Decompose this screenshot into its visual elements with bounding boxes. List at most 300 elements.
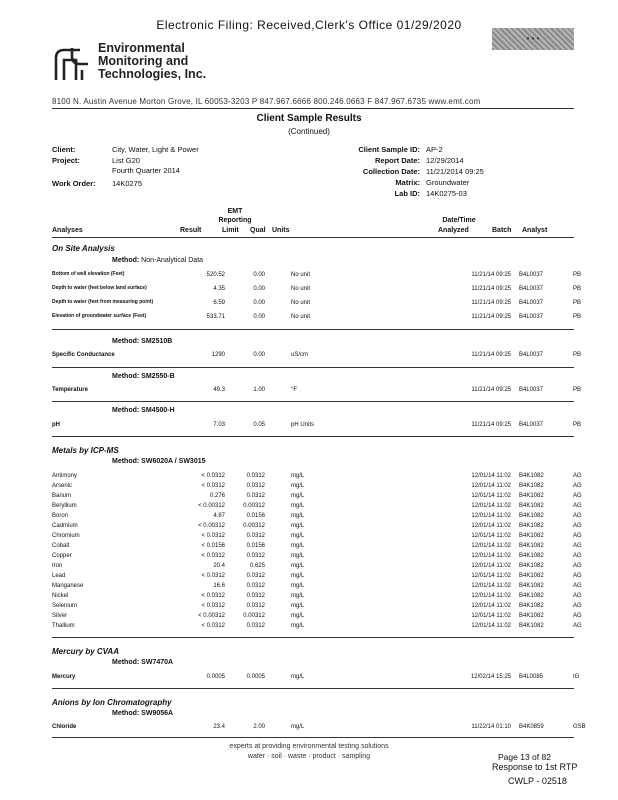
cell-result: 1290 <box>211 352 225 358</box>
cell-units: mg/L <box>291 563 305 569</box>
cell-qual <box>265 310 283 324</box>
cell-batch: B4L0037 <box>519 422 544 428</box>
collection-date-label: Collection Date: <box>362 167 420 176</box>
result-row <box>52 491 597 501</box>
result-row <box>52 501 597 511</box>
method-label: Method: <box>112 659 140 666</box>
cell-batch: B4K1082 <box>519 513 544 519</box>
cell-date: 12/02/14 15:25 <box>470 674 511 680</box>
cell-date: 12/01/14 11:02 <box>471 553 511 559</box>
cell-result: 20.4 <box>213 563 225 569</box>
cell-result: < 0.00312 <box>198 523 225 529</box>
cell-units: mg/L <box>291 583 305 589</box>
result-row <box>52 672 597 682</box>
cell-units: mg/L <box>291 623 305 629</box>
cell-result: 520.52 <box>206 272 225 278</box>
cell-result: 6.59 <box>213 300 225 306</box>
method-mercury <box>112 659 173 666</box>
result-row <box>52 268 597 282</box>
cell-result: < 0.0312 <box>201 623 225 629</box>
cell-analyst: PB <box>573 272 582 278</box>
company-name <box>98 42 206 81</box>
method-onsite <box>112 257 203 264</box>
cell-analyst: AG <box>573 493 582 499</box>
cell-result: < 0.0312 <box>201 573 225 579</box>
cell-limit: 2.00 <box>253 724 265 730</box>
cell-date: 12/01/14 11:02 <box>471 493 511 499</box>
cell-analyst: IG <box>573 674 580 680</box>
section-title-onsite: On Site Analysis <box>52 244 115 253</box>
cell-result: < 0.0312 <box>201 483 225 489</box>
result-row <box>52 601 597 611</box>
cell-analyte: Depth to water (feet below land surface) <box>52 285 147 292</box>
sample-id-label: Client Sample ID: <box>358 145 420 154</box>
cell-limit: 0.625 <box>249 563 265 569</box>
cell-units: mg/L <box>291 473 305 479</box>
cell-limit: 0.0312 <box>246 533 265 539</box>
cell-analyte: Boron <box>52 513 69 519</box>
cell-analyst: AG <box>573 533 582 539</box>
method-label: Method: <box>112 373 140 380</box>
result-row <box>52 561 597 571</box>
cell-analyte: Antimony <box>52 473 78 479</box>
cell-result: 533.71 <box>206 314 225 320</box>
cell-batch: B4K1082 <box>519 603 544 609</box>
cell-date: 11/21/14 09:25 <box>471 314 511 320</box>
cell-batch: B4L0037 <box>519 272 544 278</box>
cell-units: pH Units <box>291 422 315 428</box>
cell-analyte: Mercury <box>52 674 76 680</box>
cell-qual <box>265 571 283 581</box>
method-label: Method: <box>112 710 140 717</box>
cell-result: < 0.0312 <box>201 533 225 539</box>
cell-units: °F <box>291 387 298 393</box>
cell-analyst: AG <box>573 563 582 569</box>
divider-sm4500 <box>52 436 574 437</box>
cell-date: 12/01/14 11:02 <box>471 513 511 519</box>
divider-sm2550 <box>52 401 574 402</box>
method-label: Method: <box>112 407 140 414</box>
result-row <box>52 282 597 296</box>
cell-limit: 0.0312 <box>246 553 265 559</box>
cell-analyst: AG <box>573 593 582 599</box>
col-reporting: Reporting <box>218 217 252 224</box>
lab-id-label: Lab ID: <box>394 189 420 198</box>
cell-limit: 0.00312 <box>243 503 265 509</box>
result-row <box>52 310 597 324</box>
cell-limit: 0.00 <box>253 272 265 278</box>
cell-units: mg/L <box>291 503 305 509</box>
result-row <box>52 521 597 531</box>
cell-analyte: Barium <box>52 493 72 499</box>
cell-limit: 0.00312 <box>243 613 265 619</box>
cell-limit: 0.0312 <box>246 593 265 599</box>
cell-analyte: Manganese <box>52 583 84 589</box>
company-line-3: Technologies, Inc. <box>98 67 207 81</box>
cell-date: 12/01/14 11:02 <box>471 543 511 549</box>
cell-qual <box>265 282 283 296</box>
cell-units: No unit <box>291 286 311 292</box>
cell-units: No unit <box>291 314 311 320</box>
method-value: SM2510B <box>141 338 173 345</box>
cell-analyte: Specific Conductance <box>52 352 115 358</box>
cell-batch: B4K1082 <box>519 523 544 529</box>
cell-limit: 0.00 <box>253 300 265 306</box>
result-row <box>52 581 597 591</box>
cell-batch: B4K1082 <box>519 533 544 539</box>
cell-analyte: Lead <box>52 573 66 579</box>
cell-limit: 0.0312 <box>246 493 265 499</box>
cell-batch: B4K1082 <box>519 543 544 549</box>
lab-id-value: 14K0275-03 <box>426 189 467 198</box>
result-row <box>52 350 597 360</box>
cell-limit: 0.00 <box>253 286 265 292</box>
cell-result: < 0.0312 <box>201 553 225 559</box>
cell-qual <box>265 350 283 360</box>
divider-metals <box>52 637 574 638</box>
cell-result: < 0.0312 <box>201 603 225 609</box>
method-sm2510 <box>112 338 172 345</box>
cell-analyst: AG <box>573 483 582 489</box>
method-sm2550 <box>112 373 175 380</box>
cell-limit: 0.0156 <box>246 543 265 549</box>
cell-result: 7.03 <box>213 422 225 428</box>
cell-units: mg/L <box>291 573 305 579</box>
cell-date: 12/01/14 11:02 <box>471 503 511 509</box>
method-metals <box>112 458 206 465</box>
cell-result: 4.35 <box>213 286 225 292</box>
method-value: SM4500-H <box>141 407 175 414</box>
cell-analyte: Bottom of well elevation (Feet) <box>52 271 125 278</box>
col-emt: EMT <box>227 208 243 215</box>
cell-date: 12/01/14 11:02 <box>471 483 511 489</box>
result-row <box>52 385 597 395</box>
onsite-table <box>52 268 597 324</box>
cell-batch: B4L0037 <box>519 286 544 292</box>
cell-result: < 0.00312 <box>198 613 225 619</box>
cell-limit: 0.0312 <box>246 623 265 629</box>
cell-analyte: Iron <box>52 563 63 569</box>
cell-analyte: Silver <box>52 613 68 619</box>
result-row <box>52 571 597 581</box>
col-qual: Qual <box>250 227 266 234</box>
cell-units: mg/L <box>291 543 305 549</box>
footer-line-2: water · soil · waste · product · sampling <box>247 753 371 760</box>
anions-table <box>52 722 597 732</box>
response-label: Response to 1st RTP <box>492 762 578 772</box>
workorder-label: Work Order: <box>52 179 96 188</box>
cell-batch: B4K1082 <box>519 593 544 599</box>
cell-qual <box>265 491 283 501</box>
cell-limit: 0.0312 <box>246 603 265 609</box>
result-row <box>52 621 597 631</box>
cell-limit: 0.00312 <box>243 523 265 529</box>
report-title: Client Sample Results <box>256 113 362 124</box>
report-date-value: 12/29/2014 <box>426 156 464 165</box>
cell-result: < 0.0312 <box>201 593 225 599</box>
cell-limit: 0.0312 <box>246 473 265 479</box>
cell-analyst: AG <box>573 583 582 589</box>
cell-analyst: GSB <box>573 724 586 730</box>
cell-analyst: AG <box>573 473 582 479</box>
section-title-metals: Metals by ICP-MS <box>52 446 119 455</box>
company-line-2: Monitoring and <box>98 54 189 68</box>
result-row <box>52 511 597 521</box>
result-row <box>52 481 597 491</box>
sm2550-table <box>52 385 597 395</box>
cell-analyst: AG <box>573 553 582 559</box>
column-header <box>0 207 618 241</box>
client-label: Client: <box>52 145 76 154</box>
divider-mercury <box>52 688 574 689</box>
company-address: 8100 N. Austin Avenue Morton Grove, IL 60053-3203 P 847.967.6666 800.246.0663 F 847.967.6735 www.emt.com <box>52 97 481 106</box>
col-batch: Batch <box>492 227 512 234</box>
cell-analyst: PB <box>573 352 582 358</box>
cell-qual <box>265 621 283 631</box>
cell-date: 11/21/14 09:25 <box>471 422 511 428</box>
cell-qual <box>265 541 283 551</box>
cell-date: 12/01/14 11:02 <box>471 603 511 609</box>
cell-qual <box>265 551 283 561</box>
cell-qual <box>265 591 283 601</box>
report-date-label: Report Date: <box>374 156 420 165</box>
section-title-mercury: Mercury by CVAA <box>52 647 119 656</box>
matrix-value: Groundwater <box>426 178 470 187</box>
cell-qual <box>265 481 283 491</box>
cell-units: mg/L <box>291 553 305 559</box>
result-row <box>52 611 597 621</box>
cell-batch: B4K1082 <box>519 613 544 619</box>
cell-result: 16.6 <box>213 583 225 589</box>
col-units: Units <box>272 227 290 234</box>
cell-analyte: Elevation of groundwater surface (Feet) <box>52 313 147 320</box>
cell-limit: 0.0312 <box>246 483 265 489</box>
method-sm4500 <box>112 407 175 414</box>
cell-qual <box>265 581 283 591</box>
cell-analyte: Chromium <box>52 533 80 539</box>
col-analyses: Analyses <box>52 227 83 234</box>
cell-result: 4.87 <box>213 513 225 519</box>
cell-qual <box>265 268 283 282</box>
cell-batch: B4K1082 <box>519 573 544 579</box>
collection-date-value: 11/21/2014 09:25 <box>426 167 484 176</box>
method-value: SM2550-B <box>141 373 175 380</box>
cell-analyst: AG <box>573 523 582 529</box>
result-row <box>52 722 597 732</box>
cell-qual <box>265 611 283 621</box>
cell-date: 12/01/14 11:02 <box>471 613 511 619</box>
cell-units: mg/L <box>291 603 305 609</box>
cell-result: < 0.0156 <box>201 543 225 549</box>
cell-qual <box>265 385 283 395</box>
cell-limit: 0.0312 <box>246 573 265 579</box>
cell-units: No unit <box>291 300 311 306</box>
cell-batch: B4L0037 <box>519 300 544 306</box>
emt-logo-icon <box>52 44 90 82</box>
cell-analyst: AG <box>573 573 582 579</box>
cell-date: 11/21/14 09:25 <box>471 300 511 306</box>
cell-units: mg/L <box>291 483 305 489</box>
cell-batch: B4K1082 <box>519 503 544 509</box>
mercury-table <box>52 672 597 682</box>
cell-qual <box>265 672 283 682</box>
cell-batch: B4K1082 <box>519 623 544 629</box>
cell-date: 12/01/14 11:02 <box>471 593 511 599</box>
cell-date: 11/22/14 01:10 <box>471 724 511 730</box>
cell-analyte: Cadmium <box>52 523 78 529</box>
cell-analyte: Nickel <box>52 593 69 599</box>
section-title-anions: Anions by Ion Chromatography <box>52 698 172 707</box>
sm2510-table <box>52 350 597 360</box>
cwlp-id: CWLP - 02518 <box>508 776 567 786</box>
cell-analyst: AG <box>573 603 582 609</box>
cell-date: 12/01/14 11:02 <box>471 533 511 539</box>
cell-units: uS/cm <box>291 352 309 358</box>
cell-analyst: AG <box>573 543 582 549</box>
stamp-text: • • • <box>526 34 540 43</box>
cell-analyte: Chloride <box>52 724 77 730</box>
cell-date: 12/01/14 11:02 <box>471 623 511 629</box>
footer-divider <box>52 737 574 738</box>
cell-analyte: Temperature <box>52 387 88 393</box>
cell-analyst: AG <box>573 503 582 509</box>
cell-analyte: Copper <box>52 553 72 559</box>
cell-analyst: PB <box>573 422 582 428</box>
cell-analyst: AG <box>573 513 582 519</box>
method-label: Method: <box>112 338 140 345</box>
cell-date: 12/01/14 11:02 <box>471 573 511 579</box>
report-subtitle: (Continued) <box>288 127 330 136</box>
cell-batch: B4K0859 <box>519 724 544 730</box>
method-value: SW6020A / SW3015 <box>141 458 206 465</box>
cell-limit: 0.0312 <box>246 583 265 589</box>
footer-line-1: experts at providing environmental testing solutions <box>229 743 389 750</box>
cell-qual <box>265 511 283 521</box>
cell-qual <box>265 531 283 541</box>
company-line-1: Environmental <box>98 41 185 55</box>
cell-batch: B4K1082 <box>519 493 544 499</box>
cell-units: mg/L <box>291 493 305 499</box>
cell-analyst: PB <box>573 286 582 292</box>
project-value-1: List G20 <box>112 156 140 165</box>
cell-limit: 0.00 <box>253 314 265 320</box>
redaction-stamp <box>492 28 574 50</box>
divider-onsite <box>52 329 574 330</box>
cell-analyst: AG <box>573 613 582 619</box>
cell-qual <box>265 722 283 732</box>
project-label: Project: <box>52 156 80 165</box>
cell-analyst: PB <box>573 300 582 306</box>
result-row <box>52 420 597 430</box>
cell-analyte: Depth to water (feet from measuring point) <box>52 299 154 306</box>
cell-units: mg/L <box>291 674 305 680</box>
cell-batch: B4L0037 <box>519 352 544 358</box>
cell-date: 11/21/14 09:25 <box>471 352 511 358</box>
cell-result: < 0.0312 <box>201 473 225 479</box>
result-row <box>52 541 597 551</box>
cell-result: 0.276 <box>209 493 225 499</box>
cell-analyst: PB <box>573 314 582 320</box>
cell-units: mg/L <box>291 513 305 519</box>
address-divider <box>52 108 574 109</box>
cell-analyte: Selenium <box>52 603 78 609</box>
cell-limit: 1.00 <box>253 387 265 393</box>
cell-analyte: Cobalt <box>52 543 70 549</box>
cell-date: 11/21/14 09:25 <box>471 272 511 278</box>
cell-batch: B4K1082 <box>519 473 544 479</box>
page-number: Page 13 of 82 <box>498 752 551 762</box>
cell-batch: B4K1082 <box>519 553 544 559</box>
col-datetime: Date/Time <box>442 217 476 224</box>
method-anions <box>112 710 173 717</box>
cell-analyst: PB <box>573 387 582 393</box>
cell-limit: 0.0156 <box>246 513 265 519</box>
cell-units: mg/L <box>291 523 305 529</box>
cell-units: mg/L <box>291 613 305 619</box>
result-row <box>52 296 597 310</box>
cell-batch: B4L0037 <box>519 314 544 320</box>
header-divider <box>52 237 574 238</box>
cell-date: 11/21/14 09:25 <box>471 286 511 292</box>
cell-analyte: Arsenic <box>52 483 73 489</box>
method-value: SW7470A <box>141 659 174 666</box>
cell-units: mg/L <box>291 593 305 599</box>
matrix-label: Matrix: <box>395 178 420 187</box>
method-value: SW9056A <box>141 710 174 717</box>
cell-batch: B4K1082 <box>519 563 544 569</box>
col-result: Result <box>180 227 202 234</box>
cell-date: 12/01/14 11:02 <box>471 583 511 589</box>
cell-batch: B4K1082 <box>519 583 544 589</box>
cell-qual <box>265 521 283 531</box>
cell-qual <box>265 501 283 511</box>
cell-units: mg/L <box>291 724 305 730</box>
cell-limit: 0.05 <box>253 422 265 428</box>
method-value: Non-Analytical Data <box>141 257 204 264</box>
cell-qual <box>265 420 283 430</box>
cell-result: 23.4 <box>213 724 225 730</box>
cell-result: 0.0005 <box>206 674 225 680</box>
cell-limit: 0.0005 <box>246 674 265 680</box>
cell-result: 49.3 <box>213 387 225 393</box>
metals-table <box>52 471 597 631</box>
cell-qual <box>265 471 283 481</box>
cell-date: 12/01/14 11:02 <box>471 473 511 479</box>
cell-batch: B4L0037 <box>519 387 544 393</box>
sample-id-value: AP-2 <box>426 145 443 154</box>
cell-batch: B4L0085 <box>519 674 544 680</box>
project-value-2: Fourth Quarter 2014 <box>112 166 180 175</box>
result-row <box>52 551 597 561</box>
method-label: Method: <box>112 458 140 465</box>
cell-qual <box>265 561 283 571</box>
col-analyst: Analyst <box>522 227 548 234</box>
divider-sm2510 <box>52 367 574 368</box>
cell-analyst: AG <box>573 623 582 629</box>
sm4500-table <box>52 420 597 430</box>
cell-batch: B4K1082 <box>519 483 544 489</box>
col-limit: Limit <box>222 227 239 234</box>
cell-analyte: Thallium <box>52 623 75 629</box>
client-value: City, Water, Light & Power <box>112 145 199 154</box>
cell-qual <box>265 601 283 611</box>
cell-units: No unit <box>291 272 311 278</box>
col-analyzed: Analyzed <box>438 227 469 234</box>
cell-result: < 0.00312 <box>198 503 225 509</box>
result-row <box>52 471 597 481</box>
cell-analyte: Beryllium <box>52 503 77 509</box>
filing-header: Electronic Filing: Received,Clerk's Office 01/29/2020 <box>156 18 462 32</box>
